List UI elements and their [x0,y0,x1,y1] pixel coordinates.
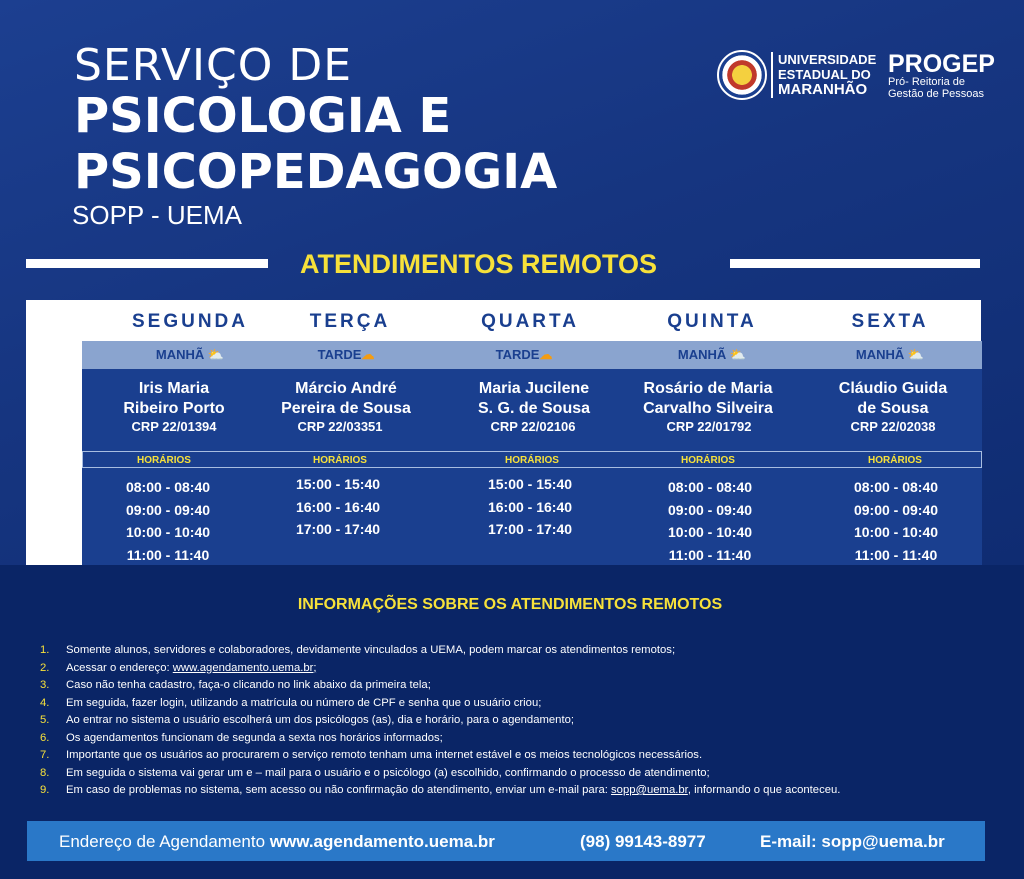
info-title: INFORMAÇÕES SOBRE OS ATENDIMENTOS REMOTOS [297,596,723,613]
footer-email[interactable]: E-mail: sopp@uema.br [760,832,945,851]
horarios-label-quarta: HORÁRIOS [505,455,559,466]
shift-terca [256,347,436,363]
crp-segunda: CRP 22/01394 [131,419,217,434]
info-list [40,642,1010,800]
email-link[interactable]: sopp@uema.br [611,784,688,796]
shift-quarta [434,347,614,363]
day-quinta: QUINTA [667,311,757,332]
psychologist-name-terca [256,379,436,419]
list-item: 5. Ao entrar no sistema o usuário escolherá um dos psicólogos (as), dia e horário, para o agendamento; [40,714,575,726]
progep-logo: PROGEP [888,50,995,78]
day-sexta: SEXTA [851,311,929,332]
name-line-2: Ribeiro Porto [123,400,225,417]
agendamento-link[interactable]: www.agendamento.uema.br; [172,661,317,674]
list-item: 9. Em caso de problemas no sistema, sem acesso ou não confirmação do atendimento, enviar um e-mail para: sopp@uema.br, informando o que aconteceu. [40,784,841,796]
shift-label: TARDE [317,347,362,362]
title-main [74,88,557,200]
name-line-1: Maria Jucilene [478,380,590,397]
time-slot: 10:00 - 10:40 [667,524,753,540]
shift-sexta [800,347,980,363]
day-segunda: SEGUNDA [131,311,248,332]
name-line-2: S. G. de Sousa [477,400,591,417]
shift-segunda [100,347,280,363]
time-slot: 09:00 - 09:40 [125,501,211,518]
times-sexta [806,476,986,566]
name-line-1: Rosário de Maria [643,380,773,397]
shift-label: TARDE [495,347,540,362]
sun-cloud-icon: ⛅ [729,347,747,362]
shift-label: MANHÃ [855,347,905,362]
time-slot: 08:00 - 08:40 [853,479,939,495]
time-slot: 17:00 - 17:40 [487,521,573,537]
moon-cloud-icon: ☁ [361,347,375,362]
footer-label: Endereço de Agendamento [59,832,270,851]
progep-sub-1: Pró- Reitoria de [888,76,966,88]
progep-subtitle [888,76,984,100]
horarios-label-sexta: HORÁRIOS [868,455,922,466]
progep-sub-2: Gestão de Pessoas [888,88,985,100]
time-slot: 11:00 - 11:40 [126,546,210,563]
crp-quinta: CRP 22/01792 [666,419,752,434]
crp-quarta: CRP 22/02106 [490,419,576,434]
time-slot: 11:00 - 11:40 [668,546,752,563]
list-item: 3. Caso não tenha cadastro, faça-o clicando no link abaixo da primeira tela; [40,679,431,691]
time-slot: 10:00 - 10:40 [853,524,939,540]
shift-label: MANHÃ [677,347,727,362]
name-line-1: Iris Maria [138,380,210,397]
time-slot: 16:00 - 16:40 [487,498,573,515]
psychologist-name-sexta [803,379,983,419]
time-slot: 08:00 - 08:40 [125,479,211,495]
list-item: 2. Acessar o endereço: www.agendamento.uema.br; [40,661,317,674]
title-line-1: SERVIÇO DE [74,40,352,91]
name-line-2: Carvalho Silveira [643,400,773,417]
list-item: 1. Somente alunos, servidores e colaboradores, devidamente vinculados a UEMA, podem marcar os atendimentos remotos; [40,644,676,656]
name-line-1: Márcio André [295,380,397,397]
crp-terca: CRP 22/03351 [297,419,383,434]
horarios-label-quinta: HORÁRIOS [681,455,735,466]
footer-bar [27,821,985,861]
shift-label: MANHÃ [155,347,205,362]
uema-line-1: UNIVERSIDADE [778,52,877,67]
title-subtitle: SOPP - UEMA [72,200,243,230]
day-terca: TERÇA [309,311,391,332]
horarios-label-terca: HORÁRIOS [313,455,367,466]
times-quinta [620,476,800,566]
list-item: 7. Importante que os usuários ao procurarem o serviço remoto tenham uma internet estável e os meios tecnológicos necessários. [40,749,703,761]
crp-sexta: CRP 22/02038 [850,419,936,434]
uema-wordmark [778,52,876,97]
horarios-label-segunda: HORÁRIOS [137,455,191,466]
footer-address [59,832,495,852]
shift-quinta [622,347,802,363]
time-slot: 15:00 - 15:40 [487,476,573,492]
times-segunda [78,476,258,566]
section-title: ATENDIMENTOS REMOTOS [300,249,658,279]
time-slot: 15:00 - 15:40 [295,476,381,492]
time-slot: 11:00 - 11:40 [854,546,938,563]
uema-line-3: MARANHÃO [778,81,868,98]
list-item: 4. Em seguida, fazer login, utilizando a matrícula ou número de CPF e senha que o usuário criou; [40,696,542,709]
psychologist-name-quinta [618,379,798,419]
name-line-1: Cláudio Guida [838,380,948,397]
time-slot: 10:00 - 10:40 [125,524,211,540]
psychologist-name-quarta [444,379,624,419]
divider-left [26,259,268,268]
logo-divider [771,52,773,98]
footer-url-link[interactable]: www.agendamento.uema.br [269,832,495,851]
sun-cloud-icon: ⛅ [907,347,925,362]
times-quarta [440,473,620,541]
uema-line-2: ESTADUAL DO [778,67,871,82]
title-line-3: PSICOPEDAGOGIA [74,144,558,200]
moon-cloud-icon: ☁ [539,347,553,362]
times-terca [248,473,428,541]
day-quarta: QUARTA [481,311,579,332]
name-line-2: Pereira de Sousa [281,400,411,417]
time-slot: 08:00 - 08:40 [667,479,753,495]
time-slot: 17:00 - 17:40 [295,521,381,537]
time-slot: 09:00 - 09:40 [667,501,753,518]
sun-cloud-icon: ⛅ [207,347,225,362]
uema-seal-logo [717,50,767,100]
list-item: 8. Em seguida o sistema vai gerar um e – mail para o usuário e o psicólogo (a) escolhido, confirmando o processo de atendimento; [40,766,710,779]
divider-right [730,259,980,268]
title-line-2: PSICOLOGIA E [74,88,452,144]
time-slot: 16:00 - 16:40 [295,498,381,515]
psychologist-name-segunda [84,379,264,419]
time-slot: 09:00 - 09:40 [853,501,939,518]
name-line-2: de Sousa [857,400,929,417]
list-item: 6. Os agendamentos funcionam de segunda a sexta nos horários informados; [40,731,443,744]
footer-phone: (98) 99143-8977 [580,832,706,851]
